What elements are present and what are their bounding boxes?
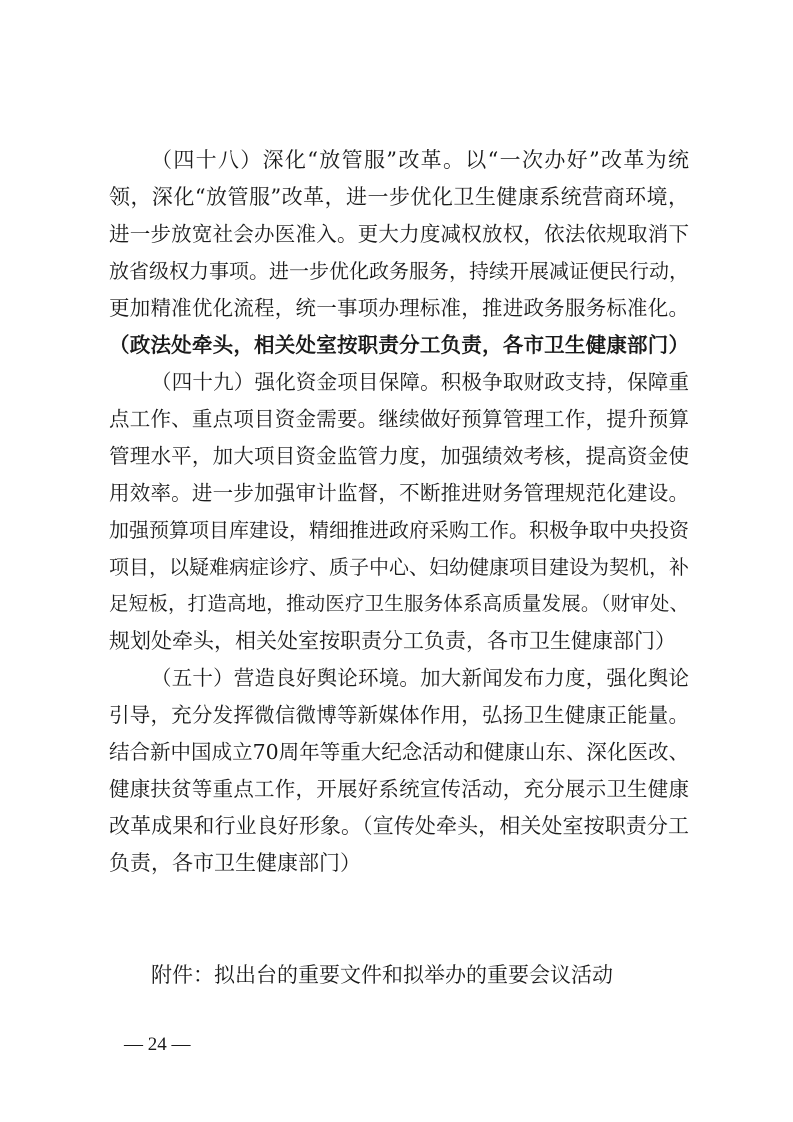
paragraph-49-line-1: （四十九）强化资金项目保障。积极争取财政支持，保障重 [151,370,689,394]
attachment-note: 附件：拟出台的重要文件和拟举办的重要会议活动 [151,963,613,987]
paragraph-50-line-3: 结合新中国成立70周年等重大纪念活动和健康山东、深化医改、 [109,740,689,764]
paragraph-48-line-3: 进一步放宽社会办医准入。更大力度减权放权，依法依规取消下 [109,222,689,246]
paragraph-50-line-1: （五十）营造良好舆论环境。加大新闻发布力度，强化舆论 [151,666,689,690]
page-number: — 24 — [124,1034,191,1055]
paragraph-48-line-1: （四十八）深化“放管服”改革。以“一次办好”改革为统 [151,148,689,172]
paragraph-49-line-3: 管理水平，加大项目资金监管力度，加强绩效考核，提高资金使 [109,444,689,468]
paragraph-48-line-5: 更加精准优化流程，统一事项办理标准，推进政务服务标准化。 [109,296,689,320]
paragraph-50-line-4: 健康扶贫等重点工作，开展好系统宣传活动，充分展示卫生健康 [109,777,689,801]
paragraph-48-line-4: 放省级权力事项。进一步优化政务服务，持续开展减证便民行动， [109,259,689,283]
paragraph-49-line-7: 足短板，打造高地，推动医疗卫生服务体系高质量发展。（财审处、 [109,592,689,615]
paragraph-50-line-5: 改革成果和行业良好形象。（宣传处牵头，相关处室按职责分工 [109,814,689,838]
paragraph-50-line-6: 负责，各市卫生健康部门） [109,851,361,875]
paragraph-49-line-4: 用效率。进一步加强审计监督，不断推进财务管理规范化建设。 [109,481,689,505]
paragraph-49-line-5: 加强预算项目库建设，精细推进政府采购工作。积极争取中央投资 [109,518,689,542]
paragraph-48-line-6: （政法处牵头，相关处室按职责分工负责，各市卫生健康部门） [109,333,689,357]
paragraph-49-line-8: 规划处牵头，相关处室按职责分工负责，各市卫生健康部门） [109,629,676,653]
paragraph-49-line-6: 项目，以疑难病症诊疗、质子中心、妇幼健康项目建设为契机，补 [109,555,689,579]
paragraph-49-line-2: 点工作、重点项目资金需要。继续做好预算管理工作，提升预算 [109,407,689,431]
paragraph-48-line-2: 领，深化“放管服”改革，进一步优化卫生健康系统营商环境， [109,185,689,209]
paragraph-50-line-2: 引导，充分发挥微信微博等新媒体作用，弘扬卫生健康正能量。 [109,703,689,727]
